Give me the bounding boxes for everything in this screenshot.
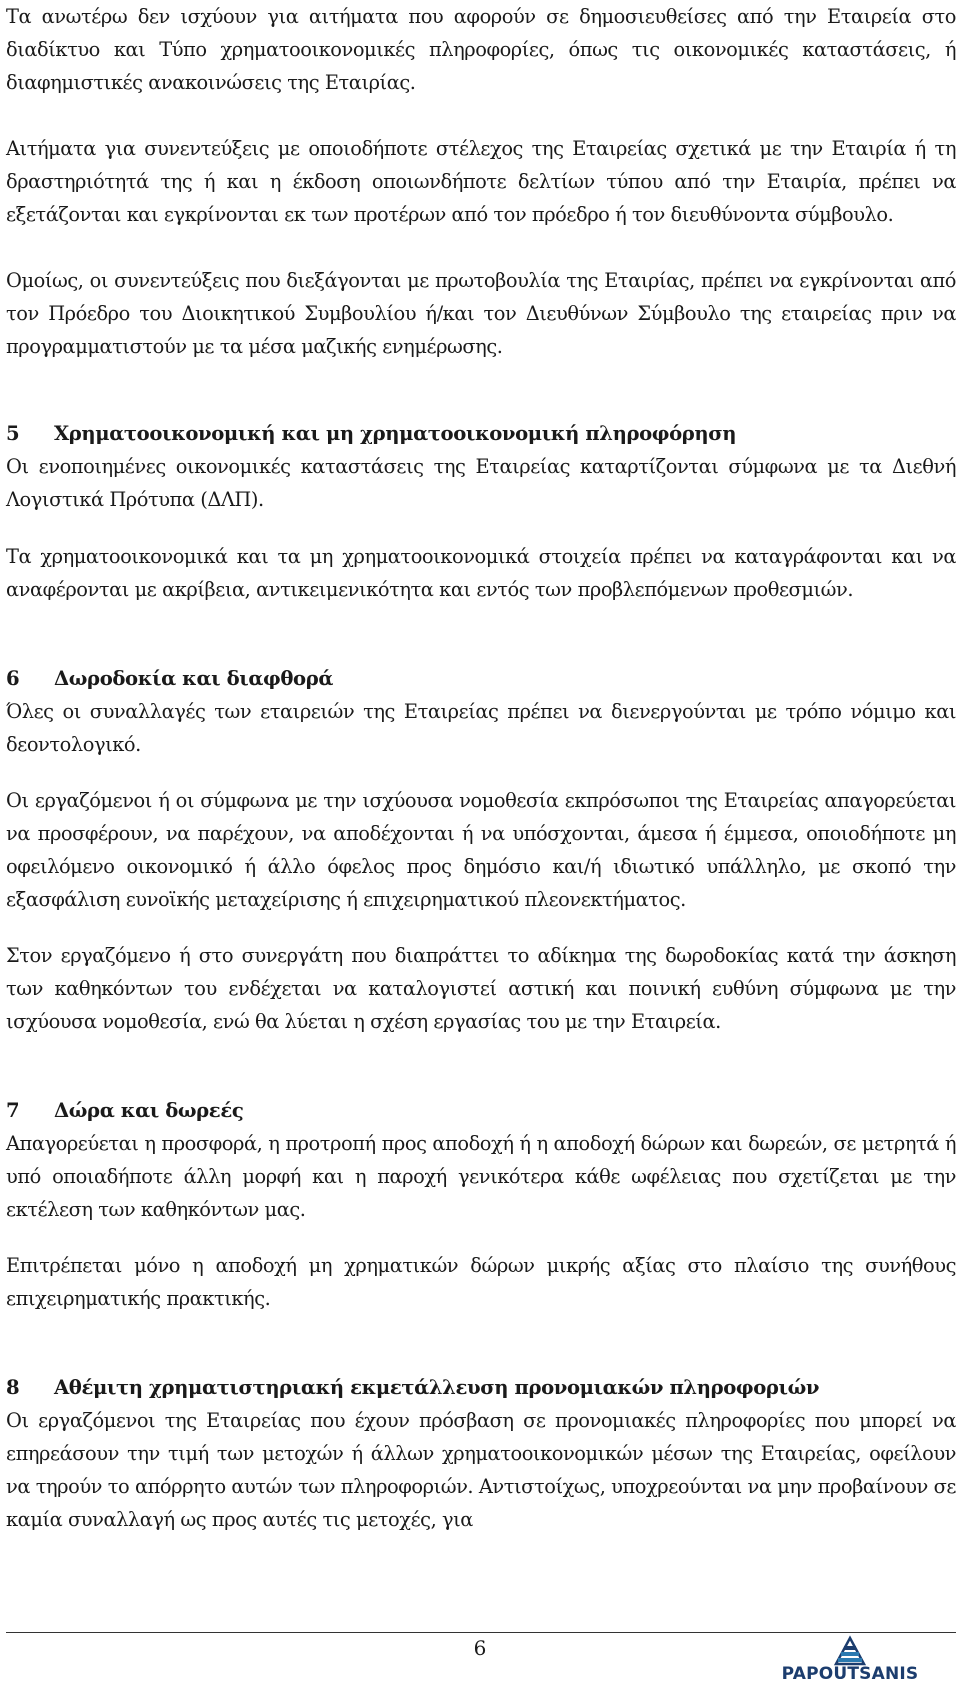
- section-title: Δωροδοκία και διαφθορά: [54, 667, 334, 690]
- paragraph: Αιτήματα για συνεντεύξεις με οποιοδήποτε στέλεχος της Εταιρείας σχετικά με την Εταιρία ή τη δραστηριότητά της ή και η έκδοση οποιωνδήποτε δελτίων τύπου από την Εταιρία, πρέπει να εξετάζονται και εγκρίνονται εκ των προτέρων από τον πρόεδρο ή τον διευθύνοντα σύμβουλο.: [6, 137, 956, 226]
- section-heading-6: [6, 662, 956, 695]
- paragraph: Στον εργαζόμενο ή στο συνεργάτη που διαπράττει το αδίκημα της δωροδοκίας κατά την άσκηση των καθηκόντων του ενδέχεται να καταλογιστεί αστική και ποινική ευθύνη σύμφωνα με την ισχύουσα νομοθεσία, ενώ θα λύεται η σχέση εργασίας του με την Εταιρεία.: [6, 944, 956, 1033]
- section-title: Αθέμιτη χρηματιστηριακή εκμετάλλευση προνομιακών πληροφοριών: [54, 1376, 820, 1399]
- paragraph: Επιτρέπεται μόνο η αποδοχή μη χρηματικών δώρων μικρής αξίας στο πλαίσιο της συνήθους επιχειρηματικής πρακτικής.: [6, 1254, 956, 1310]
- page-number: 6: [473, 1636, 487, 1660]
- paragraph: Απαγορεύεται η προσφορά, η προτροπή προς αποδοχή ή η αποδοχή δώρων και δωρεών, σε μετρητά ή υπό οποιαδήποτε άλλη μορφή και η παροχή γενικότερα κάθε ωφέλειας που σχετίζεται με την εκτέλεση των καθηκόντων μας.: [6, 1132, 956, 1221]
- paragraph: Όλες οι συναλλαγές των εταιρειών της Εταιρείας πρέπει να διενεργούνται με τρόπο νόμιμο και δεοντολογικό.: [6, 700, 956, 756]
- section-title: Χρηματοοικονομική και μη χρηματοοικονομική πληροφόρηση: [54, 422, 737, 445]
- paragraph: Οι εργαζόμενοι ή οι σύμφωνα με την ισχύουσα νομοθεσία εκπρόσωποι της Εταιρείας απαγορεύεται να προσφέρουν, να παρέχουν, να αποδέχονται ή να υπόσχονται, άμεσα ή έμμεσα, οποιοδήποτε μη οφειλόμενο οικονομικό ή άλλο όφελος προς δημόσιο και/ή ιδιωτικό υπάλληλο, με σκοπό την εξασφάλιση ευνοϊκής μεταχείρισης ή επιχειρηματικού πλεονεκτήματος.: [6, 789, 956, 911]
- section-heading-5: [6, 417, 956, 450]
- logo-mark-icon: [770, 1634, 930, 1666]
- section-heading-7: [6, 1094, 956, 1127]
- section-title: Δώρα και δωρεές: [54, 1099, 244, 1122]
- paragraph: Τα χρηματοοικονομικά και τα μη χρηματοοικονομικά στοιχεία πρέπει να καταγράφονται και να αναφέρονται με ακρίβεια, αντικειμενικότητα και εντός των προβλεπόμενων προθεσμιών.: [6, 545, 956, 601]
- section-number: 6: [6, 667, 20, 690]
- company-logo: [770, 1634, 930, 1682]
- paragraph: Ομοίως, οι συνεντεύξεις που διεξάγονται με πρωτοβουλία της Εταιρίας, πρέπει να εγκρίνονται από τον Πρόεδρο του Διοικητικού Συμβουλίου ή/και τον Διευθύνων Σύμβουλο της εταιρείας πριν να προγραμματιστούν με τα μέσα μαζικής ενημέρωσης.: [6, 269, 956, 358]
- section-number: 5: [6, 422, 20, 445]
- footer-divider: [6, 1632, 956, 1633]
- document-page: [6, 0, 956, 1536]
- paragraph: Οι ενοποιημένες οικονομικές καταστάσεις της Εταιρείας καταρτίζονται σύμφωνα με τα Διεθνή Λογιστικά Πρότυπα (ΔΛΠ).: [6, 455, 956, 511]
- section-heading-8: [6, 1371, 956, 1404]
- logo-wordmark: PAPOUTSANIS: [781, 1664, 919, 1684]
- section-number: 8: [6, 1376, 20, 1399]
- paragraph: Οι εργαζόμενοι της Εταιρείας που έχουν πρόσβαση σε προνομιακές πληροφορίες που μπορεί να επηρεάσουν την τιμή των μετοχών ή άλλων χρηματοοικονομικών μέσων της Εταιρείας, οφείλουν να τηρούν το απόρρητο αυτών των πληροφοριών. Αντιστοίχως, υποχρεούνται να μην προβαίνουν σε καμία συναλλαγή ως προς αυτές τις μετοχές, για: [6, 1409, 956, 1531]
- section-number: 7: [6, 1099, 20, 1122]
- paragraph: Τα ανωτέρω δεν ισχύουν για αιτήματα που αφορούν σε δημοσιευθείσες από την Εταιρεία στο διαδίκτυο και Τύπο χρηματοοικονομικές πληροφορίες, όπως τις οικονομικές καταστάσεις, ή διαφημιστικές ανακοινώσεις της Εταιρίας.: [6, 5, 956, 94]
